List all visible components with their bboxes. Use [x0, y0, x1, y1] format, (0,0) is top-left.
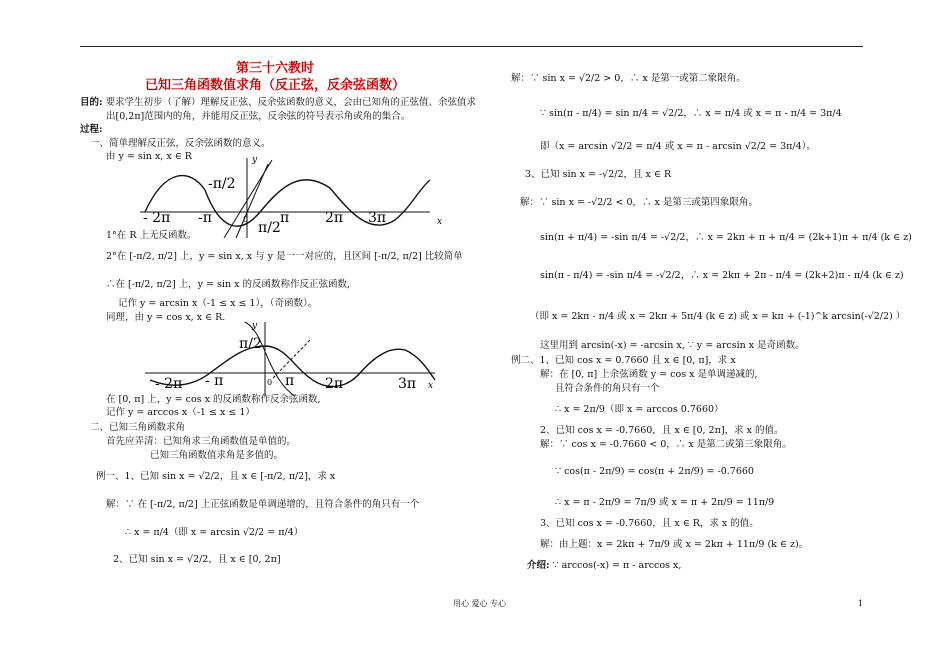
right-line-1: 解：∵ sin x = √2/2 > 0，∴ x 是第一或第二象限角。: [511, 73, 746, 84]
cosine-two-pi-label: 2π: [325, 376, 344, 392]
right-line-2: ∵ sin(π - π/4) = sin π/4 = √2/2，∴ x = π/4 或 x = π - π/4 = 3π/4: [540, 108, 842, 119]
section-1-heading: 一、简单理解反正弦，反余弦函数的意义。: [90, 138, 271, 149]
sine-neg-two-pi-label: - 2π: [143, 210, 171, 226]
section-2-heading: 二、已知三角函数求角: [90, 422, 186, 433]
cosine-y-label: y: [252, 321, 258, 331]
footer-text: 用心 爱心 专心: [453, 599, 507, 608]
sine-two-pi-label: 2π: [325, 210, 344, 226]
goal-label: 目的:: [80, 97, 103, 108]
example-2-2-step: ∵ cos(π - 2π/9) = cos(π + 2π/9) = -0.7660: [555, 466, 754, 477]
intro-line: [527, 560, 681, 572]
lesson-subtitle: 已知三角函数值求角（反正弦，反余弦函数）: [145, 78, 406, 93]
example-2-1-note: 且符合条件的角只有一个: [555, 383, 660, 394]
note-9: 已知三角函数值求角是多值的。: [150, 450, 284, 461]
cosine-x-label: x: [428, 381, 434, 391]
sine-y-label: y: [252, 155, 258, 165]
note-4: 记作 y = arcsin x（-1 ≤ x ≤ 1），（奇函数）。: [118, 298, 318, 309]
example-1-1: 例一、1、已知 sin x = √2/2，且 x ∈ [-π/2, π/2]，求 x: [96, 471, 336, 482]
goal-line-2: 出[0,2π]范围内的角，并能用反正弦，反余弦的符号表示角或角的集合。: [106, 111, 411, 122]
cosine-graph: [145, 318, 445, 398]
note-8: 首先应弄清：已知角求三角函数值是单值的。: [106, 436, 297, 447]
right-line-9: 这里用到 arcsin(-x) = -arcsin x, ∵ y = arcsin x 是奇函数。: [540, 340, 805, 351]
example-1-1-answer: ∴ x = π/4（即 x = arcsin √2/2 = π/4）: [125, 527, 304, 538]
sine-x-label: x: [437, 217, 443, 227]
note-3: ∴在 [-π/2, π/2] 上，y = sin x 的反函数称作反正弦函数,: [106, 279, 350, 290]
sine-three-pi-label: 3π: [368, 210, 387, 226]
page-number: 1: [858, 599, 864, 608]
right-line-7: sin(π - π/4) = -sin π/4 = -√2/2，∴ x = 2kπ + 2π - π/4 = (2k+2)π - π/4 (k ∈ z): [540, 270, 904, 281]
goal-line-1: [80, 97, 476, 109]
right-line-5: 解：∵ sin x = -√2/2 < 0，∴ x 是第三或第四象限角。: [520, 197, 758, 208]
process-label: 过程:: [80, 124, 103, 135]
intro-text: ∵ arccos(-x) = π - arccos x,: [552, 560, 682, 571]
note-1: 1°在 R 上无反函数。: [106, 230, 197, 241]
note-6: 在 [0, π] 上，y = cos x 的反函数称作反余弦函数,: [106, 394, 321, 405]
cosine-origin: 0: [267, 378, 273, 387]
sine-origin: 0: [243, 215, 249, 224]
example-2-2: 2、已知 cos x = -0.7660，且 x ∈ [0, 2π]，求 x 的值。: [540, 425, 784, 436]
cosine-half-pi-label: π/2: [239, 336, 262, 352]
right-line-3: 即（x = arcsin √2/2 = π/4 或 x = π - arcsin √2/2 = 3π/4）。: [540, 141, 816, 152]
example-2-1: 例二、1、已知 cos x = 0.7660 且 x ∈ [0, π]，求 x: [511, 355, 736, 366]
cosine-three-pi-label: 3π: [398, 376, 417, 392]
example-1-2: 2、已知 sin x = √2/2，且 x ∈ [0, 2π]: [113, 554, 281, 565]
sine-graph: [140, 150, 450, 240]
right-line-4: 3、已知 sin x = -√2/2，且 x ∈ R: [525, 169, 672, 180]
sine-half-pi-label: π/2: [258, 220, 281, 236]
sine-neg-half-pi-label: -π/2: [208, 176, 236, 192]
example-2-1-solution: 解：在 [0, π] 上余弦函数 y = cos x 是单调递减的,: [540, 369, 758, 380]
cosine-neg-pi-label: - π: [205, 373, 224, 389]
example-1-1-solution: 解：∵ 在 [-π/2, π/2] 上正弦函数是单调递增的，且符合条件的角只有一个: [106, 499, 420, 510]
sine-pi-label: π: [280, 210, 290, 226]
sine-neg-pi-label: -π: [198, 210, 212, 226]
intro-label: 介绍:: [527, 560, 550, 571]
header-rule: [80, 46, 863, 47]
cosine-pi-label: π: [285, 373, 295, 389]
goal-text-1: 要求学生初步（了解）理解反正弦、反余弦函数的意义，会由已知角的正弦值、余弦值求: [105, 97, 477, 108]
sin-intro: 由 y = sin x, x ∈ R: [106, 151, 192, 162]
right-line-8: （即 x = 2kπ - π/4 或 x = 2kπ + 5π/4 (k ∈ z) 或 x = kπ + (-1)^k arcsin(-√2/2) ）: [530, 311, 906, 322]
right-line-6: sin(π + π/4) = -sin π/4 = -√2/2，∴ x = 2kπ + π + π/4 = (2k+1)π + π/4 (k ∈ z): [540, 232, 912, 243]
example-2-2-solution: 解：∵ cos x = -0.7660 < 0，∴ x 是第二或第三象限角。: [540, 439, 792, 450]
note-5: 同理，由 y = cos x, x ∈ R.: [106, 312, 226, 323]
lesson-title: 第三十六教时: [236, 61, 315, 76]
note-2: 2°在 [-π/2, π/2] 上，y = sin x, x 与 y 是一一对应的，且区间 [-π/2, π/2] 比较简单: [106, 251, 463, 262]
note-7: 记作 y = arccos x（-1 ≤ x ≤ 1）: [106, 407, 255, 418]
cosine-neg-two-pi-label: - 2π: [155, 376, 183, 392]
example-2-2-answer: ∴ x = π - 2π/9 = 7π/9 或 x = π + 2π/9 = 11π/9: [555, 497, 775, 508]
example-2-3-answer: 解：由上题：x = 2kπ + 7π/9 或 x = 2kπ + 11π/9 (k ∈ z)。: [540, 539, 809, 550]
example-2-3: 3、已知 cos x = -0.7660，且 x ∈ R，求 x 的值。: [540, 518, 759, 529]
example-2-1-answer: ∴ x = 2π/9（即 x = arccos 0.7660）: [555, 404, 724, 415]
